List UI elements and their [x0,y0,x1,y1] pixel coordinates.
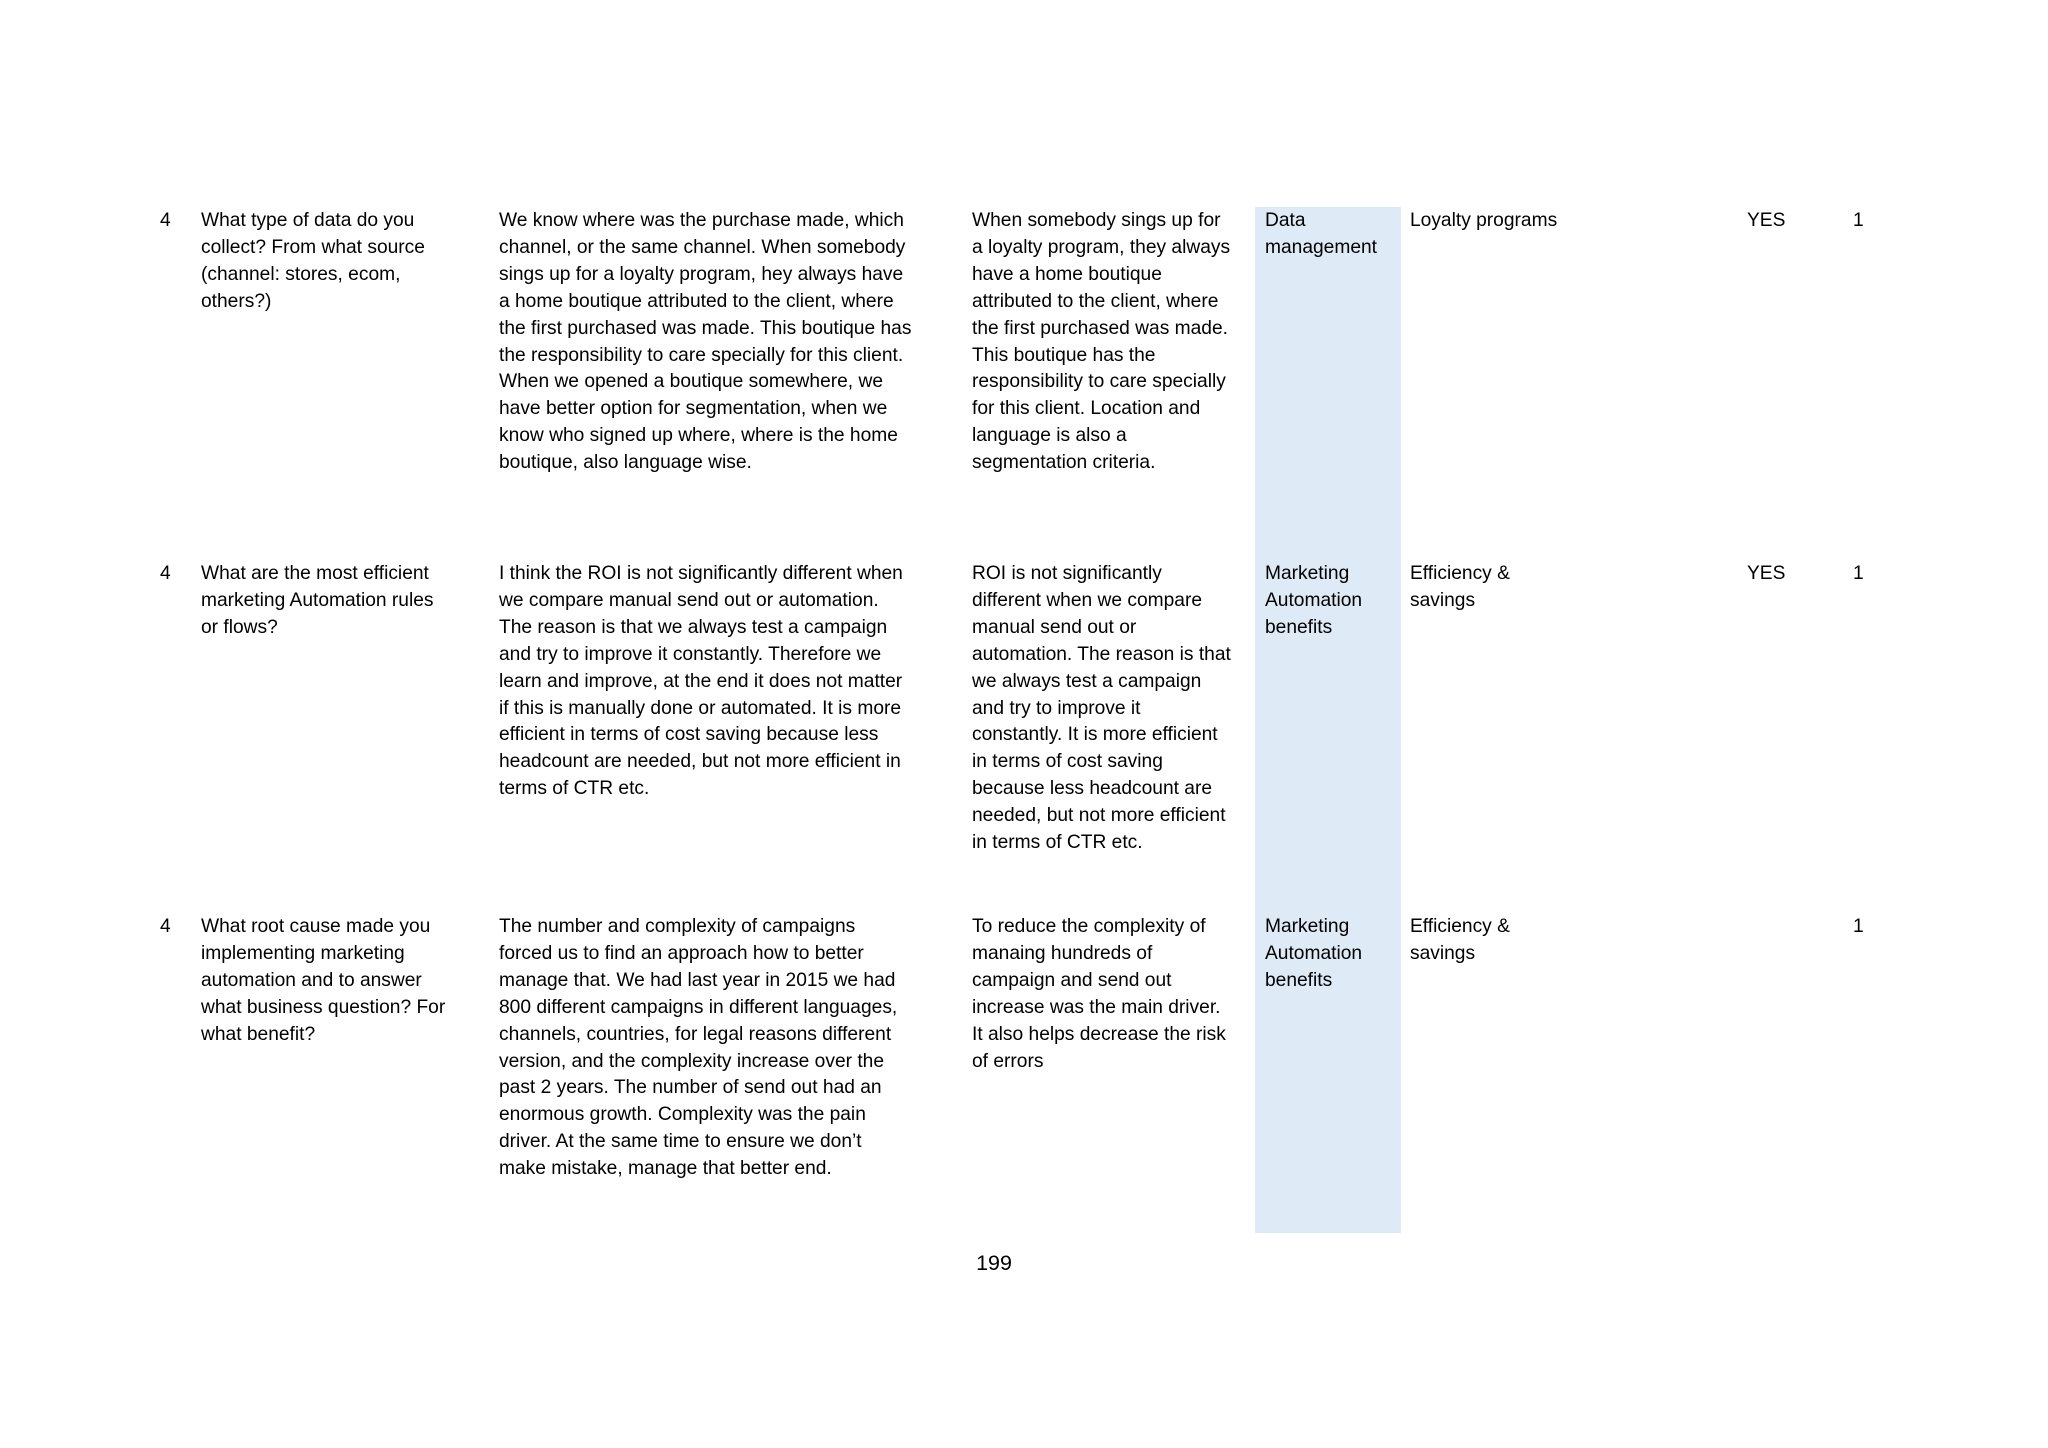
category-cell: Data management [1265,210,1377,258]
question-cell: What are the most efficient marketing Automation rules or flows? [201,563,434,638]
answer-cell: I think the ROI is not significantly different when we compare manual send out or automation. The reason is that we always test a campaign and try to improve it constantly. Therefore we learn and improve, at the end it does not matter if this is manually done or automated. It is more efficient in terms of cost saving because less headcount are needed, but not more efficient in terms of CTR etc. [499,563,903,800]
row-number: 4 [160,210,171,231]
count-cell: 1 [1853,916,1864,937]
category-cell: Marketing Automation benefits [1265,916,1363,991]
subcategory-cell: Efficiency & savings [1410,563,1510,611]
answer-cell: The number and complexity of campaigns forced us to find an approach how to better manage that. We had last year in 2015 we had 800 different campaigns in different languages, channels, countries, for legal reasons different version, and the complexity increase over the past 2 years. The number of send out had an enormous growth. Complexity was the pain driver. At the same time to ensure we don’t make mistake, manage that better end. [499,916,898,1180]
category-column-shading [1255,207,1401,1233]
question-cell: What root cause made you implementing marketing automation and to answer what business question? For what benefit? [201,916,446,1045]
row-number: 4 [160,916,171,937]
row-number: 4 [160,563,171,584]
summary-cell: ROI is not significantly different when we compare manual send out or automation. The reason is that we always test a campaign and try to improve it constantly. It is more efficient in terms of cost saving because less headcount are needed, but not more efficient in terms of CTR etc. [972,563,1231,854]
count-cell: 1 [1853,210,1864,231]
subcategory-cell: Loyalty programs [1410,210,1558,231]
summary-cell: When somebody sings up for a loyalty program, they always have a home boutique attributed to the client, where the first purchased was made. This boutique has the responsibility to care specially for this client. Location and language is also a segmentation criteria. [972,210,1231,474]
page-number: 199 [976,1251,1012,1275]
yes-cell: YES [1747,563,1786,584]
summary-cell: To reduce the complexity of manaing hundreds of campaign and send out increase was the main driver. It also helps decrease the risk of errors [972,916,1226,1072]
answer-cell: We know where was the purchase made, which channel, or the same channel. When somebody sings up for a loyalty program, hey always have a home boutique attributed to the client, where the first purchased was made. This boutique has the responsibility to care specially for this client. When we opened a boutique somewhere, we have better option for segmentation, when we know who signed up where, where is the home boutique, also language wise. [499,210,912,474]
question-cell: What type of data do you collect? From what source (channel: stores, ecom, others?) [201,210,425,312]
count-cell: 1 [1853,563,1864,584]
category-cell: Marketing Automation benefits [1265,563,1363,638]
subcategory-cell: Efficiency & savings [1410,916,1510,964]
yes-cell: YES [1747,210,1786,231]
